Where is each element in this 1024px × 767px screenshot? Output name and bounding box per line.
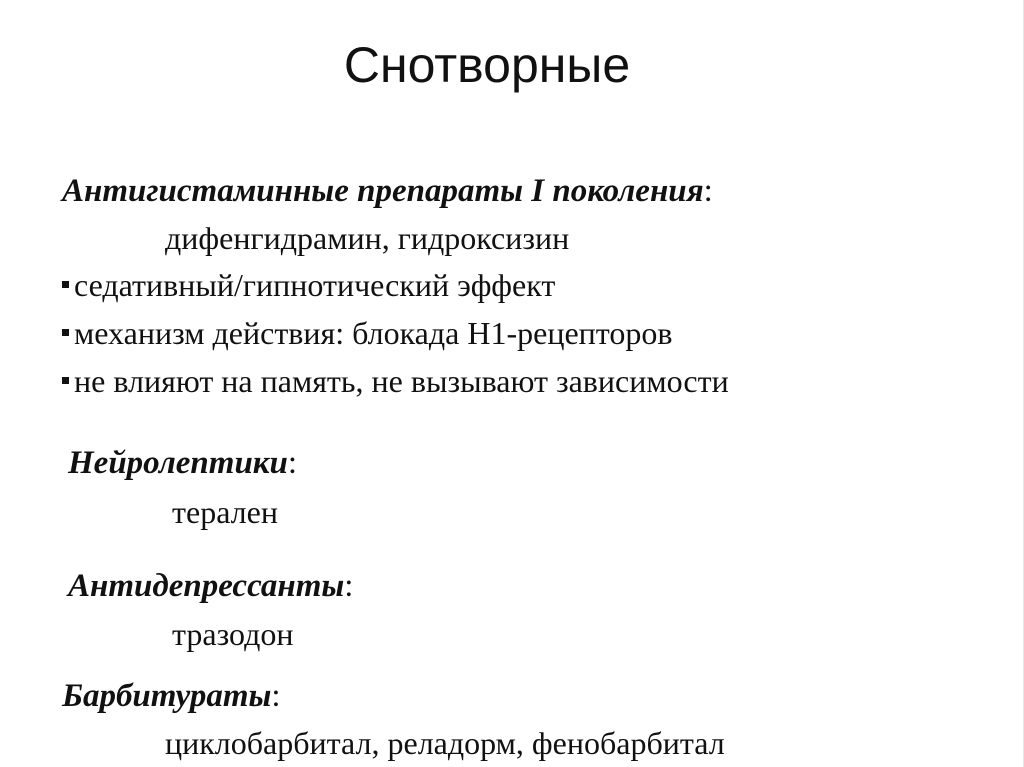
section-heading-barbiturates <box>62 676 281 716</box>
section-heading-text: Барбитураты <box>62 678 272 714</box>
heading-colon: : <box>703 173 713 209</box>
section-heading-neuroleptics <box>68 443 297 483</box>
bullet-text: не влияют на память, не вызывают зависимости <box>74 363 729 399</box>
heading-colon: : <box>271 678 281 714</box>
bullet-icon <box>62 281 69 288</box>
bullet-item <box>62 313 672 353</box>
bullet-text: седативный/гипнотический эффект <box>74 267 556 303</box>
heading-colon: : <box>344 568 354 604</box>
drug-list-antidepressants: тразодон <box>172 616 294 652</box>
section-heading-text: Антидепрессанты <box>68 568 345 604</box>
bullet-item <box>62 361 729 401</box>
drug-list-barbiturates: циклобарбитал, реладорм, фенобарбитал <box>165 725 725 761</box>
slide-title: Снотворные <box>343 37 631 93</box>
bullet-text: механизм действия: блокада H1-рецепторов <box>74 315 673 351</box>
bullet-icon <box>62 377 69 384</box>
heading-colon: : <box>287 445 298 481</box>
section-heading-antidepressants <box>68 566 353 606</box>
bullet-item <box>62 265 555 305</box>
section-heading-text: Антигистаминные препараты I поколения <box>62 173 704 209</box>
drug-list-antihistamines: дифенгидрамин, гидроксизин <box>165 220 570 256</box>
bullet-icon <box>62 329 69 336</box>
drug-list-neuroleptics: тералeн <box>172 494 278 530</box>
section-heading-text: Нейролептики <box>68 445 288 481</box>
section-heading-antihistamines <box>62 171 713 211</box>
